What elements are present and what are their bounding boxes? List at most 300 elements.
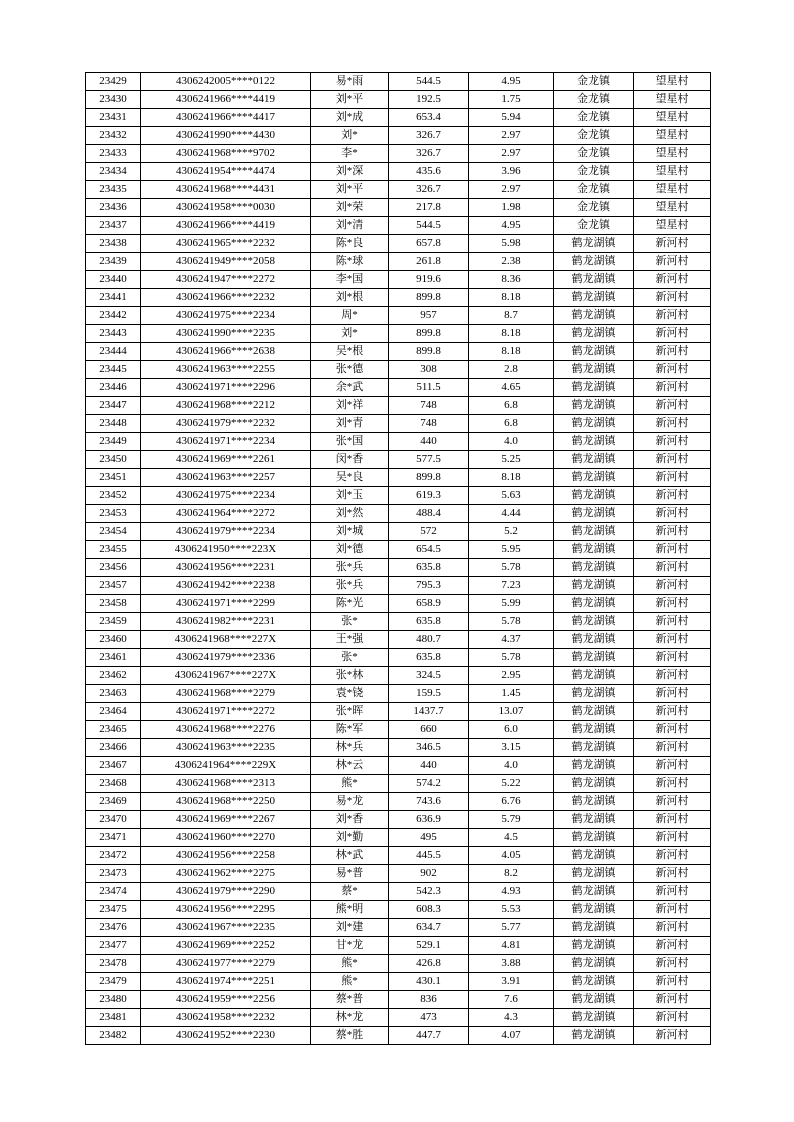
- cell-amount: 577.5: [389, 451, 469, 469]
- cell-name: 吴*良: [311, 469, 389, 487]
- cell-name: 李*国: [311, 271, 389, 289]
- cell-id: 4306241979****2232: [141, 415, 311, 433]
- cell-village: 新河村: [634, 595, 711, 613]
- table-row: [86, 217, 711, 235]
- cell-seq: 23450: [86, 451, 141, 469]
- cell-town: 金龙镇: [554, 217, 634, 235]
- cell-id: 4306241990****4430: [141, 127, 311, 145]
- cell-amount: 636.9: [389, 811, 469, 829]
- cell-id: 4306241979****2234: [141, 523, 311, 541]
- cell-amount: 635.8: [389, 559, 469, 577]
- cell-village: 新河村: [634, 379, 711, 397]
- cell-id: 4306241964****229X: [141, 757, 311, 775]
- cell-town: 鹤龙湖镇: [554, 775, 634, 793]
- data-table: [85, 72, 711, 1045]
- table-row: [86, 235, 711, 253]
- cell-town: 鹤龙湖镇: [554, 721, 634, 739]
- cell-name: 王*强: [311, 631, 389, 649]
- cell-name: 刘*玉: [311, 487, 389, 505]
- cell-town: 鹤龙湖镇: [554, 379, 634, 397]
- cell-seq: 23436: [86, 199, 141, 217]
- cell-town: 鹤龙湖镇: [554, 739, 634, 757]
- cell-id: 4306241949****2058: [141, 253, 311, 271]
- cell-seq: 23473: [86, 865, 141, 883]
- cell-rate: 4.44: [469, 505, 554, 523]
- table-row: [86, 613, 711, 631]
- table-row: [86, 595, 711, 613]
- cell-seq: 23454: [86, 523, 141, 541]
- cell-amount: 488.4: [389, 505, 469, 523]
- cell-town: 鹤龙湖镇: [554, 415, 634, 433]
- cell-seq: 23434: [86, 163, 141, 181]
- cell-rate: 5.98: [469, 235, 554, 253]
- cell-town: 鹤龙湖镇: [554, 937, 634, 955]
- cell-seq: 23469: [86, 793, 141, 811]
- table-row: [86, 289, 711, 307]
- cell-rate: 8.18: [469, 325, 554, 343]
- cell-seq: 23451: [86, 469, 141, 487]
- cell-amount: 1437.7: [389, 703, 469, 721]
- cell-rate: 4.07: [469, 1027, 554, 1045]
- cell-rate: 5.78: [469, 559, 554, 577]
- cell-amount: 440: [389, 757, 469, 775]
- cell-town: 鹤龙湖镇: [554, 1009, 634, 1027]
- cell-amount: 430.1: [389, 973, 469, 991]
- cell-amount: 836: [389, 991, 469, 1009]
- cell-rate: 6.0: [469, 721, 554, 739]
- cell-village: 新河村: [634, 235, 711, 253]
- cell-id: 4306241971****2234: [141, 433, 311, 451]
- cell-seq: 23432: [86, 127, 141, 145]
- table-row: [86, 523, 711, 541]
- table-row: [86, 973, 711, 991]
- cell-seq: 23468: [86, 775, 141, 793]
- cell-town: 鹤龙湖镇: [554, 1027, 634, 1045]
- table-row: [86, 901, 711, 919]
- cell-amount: 899.8: [389, 325, 469, 343]
- cell-town: 鹤龙湖镇: [554, 505, 634, 523]
- cell-id: 4306241971****2299: [141, 595, 311, 613]
- cell-amount: 899.8: [389, 469, 469, 487]
- cell-town: 鹤龙湖镇: [554, 361, 634, 379]
- cell-id: 4306241968****2279: [141, 685, 311, 703]
- cell-amount: 899.8: [389, 289, 469, 307]
- cell-rate: 5.95: [469, 541, 554, 559]
- cell-village: 新河村: [634, 973, 711, 991]
- cell-name: 刘*德: [311, 541, 389, 559]
- cell-amount: 657.8: [389, 235, 469, 253]
- table-row: [86, 379, 711, 397]
- cell-name: 蔡*普: [311, 991, 389, 1009]
- cell-rate: 4.0: [469, 433, 554, 451]
- cell-name: 熊*明: [311, 901, 389, 919]
- cell-town: 鹤龙湖镇: [554, 685, 634, 703]
- cell-village: 新河村: [634, 289, 711, 307]
- cell-village: 望星村: [634, 91, 711, 109]
- cell-id: 4306241950****223X: [141, 541, 311, 559]
- cell-seq: 23431: [86, 109, 141, 127]
- cell-id: 4306241966****2638: [141, 343, 311, 361]
- cell-name: 刘*青: [311, 415, 389, 433]
- table-row: [86, 775, 711, 793]
- table-row: [86, 73, 711, 91]
- cell-seq: 23439: [86, 253, 141, 271]
- cell-amount: 542.3: [389, 883, 469, 901]
- cell-town: 金龙镇: [554, 199, 634, 217]
- cell-village: 新河村: [634, 631, 711, 649]
- table-row: [86, 361, 711, 379]
- cell-seq: 23481: [86, 1009, 141, 1027]
- cell-amount: 326.7: [389, 127, 469, 145]
- table-row: [86, 811, 711, 829]
- cell-rate: 4.95: [469, 73, 554, 91]
- cell-amount: 324.5: [389, 667, 469, 685]
- cell-village: 新河村: [634, 451, 711, 469]
- table-row: [86, 415, 711, 433]
- cell-id: 4306241964****2272: [141, 505, 311, 523]
- cell-name: 刘*然: [311, 505, 389, 523]
- cell-village: 新河村: [634, 847, 711, 865]
- cell-seq: 23480: [86, 991, 141, 1009]
- cell-id: 4306241979****2336: [141, 649, 311, 667]
- cell-village: 新河村: [634, 415, 711, 433]
- cell-name: 余*武: [311, 379, 389, 397]
- table-row: [86, 883, 711, 901]
- cell-id: 4306241967****227X: [141, 667, 311, 685]
- cell-amount: 447.7: [389, 1027, 469, 1045]
- cell-amount: 574.2: [389, 775, 469, 793]
- table-row: [86, 271, 711, 289]
- cell-id: 4306241966****4419: [141, 91, 311, 109]
- cell-id: 4306241975****2234: [141, 487, 311, 505]
- cell-village: 新河村: [634, 541, 711, 559]
- cell-amount: 261.8: [389, 253, 469, 271]
- cell-rate: 4.3: [469, 1009, 554, 1027]
- table-row: [86, 739, 711, 757]
- cell-town: 鹤龙湖镇: [554, 703, 634, 721]
- cell-seq: 23471: [86, 829, 141, 847]
- cell-seq: 23479: [86, 973, 141, 991]
- cell-village: 新河村: [634, 667, 711, 685]
- cell-rate: 5.94: [469, 109, 554, 127]
- cell-name: 张*国: [311, 433, 389, 451]
- cell-village: 新河村: [634, 523, 711, 541]
- cell-rate: 5.53: [469, 901, 554, 919]
- cell-rate: 4.5: [469, 829, 554, 847]
- cell-name: 闵*香: [311, 451, 389, 469]
- table-row: [86, 541, 711, 559]
- cell-town: 鹤龙湖镇: [554, 811, 634, 829]
- cell-village: 新河村: [634, 397, 711, 415]
- cell-village: 新河村: [634, 991, 711, 1009]
- cell-id: 4306241979****2290: [141, 883, 311, 901]
- cell-town: 鹤龙湖镇: [554, 901, 634, 919]
- cell-id: 4306241966****2232: [141, 289, 311, 307]
- table-row: [86, 469, 711, 487]
- cell-village: 新河村: [634, 325, 711, 343]
- cell-town: 鹤龙湖镇: [554, 559, 634, 577]
- cell-amount: 658.9: [389, 595, 469, 613]
- cell-name: 张*德: [311, 361, 389, 379]
- cell-seq: 23470: [86, 811, 141, 829]
- cell-name: 林*云: [311, 757, 389, 775]
- cell-seq: 23460: [86, 631, 141, 649]
- cell-amount: 635.8: [389, 613, 469, 631]
- cell-seq: 23453: [86, 505, 141, 523]
- table-row: [86, 433, 711, 451]
- cell-village: 新河村: [634, 271, 711, 289]
- cell-town: 鹤龙湖镇: [554, 541, 634, 559]
- cell-seq: 23438: [86, 235, 141, 253]
- cell-name: 周*: [311, 307, 389, 325]
- cell-village: 新河村: [634, 793, 711, 811]
- cell-seq: 23466: [86, 739, 141, 757]
- table-row: [86, 559, 711, 577]
- cell-seq: 23457: [86, 577, 141, 595]
- cell-name: 张*: [311, 649, 389, 667]
- cell-seq: 23449: [86, 433, 141, 451]
- table-row: [86, 253, 711, 271]
- cell-name: 蔡*: [311, 883, 389, 901]
- cell-id: 4306241968****9702: [141, 145, 311, 163]
- cell-amount: 619.3: [389, 487, 469, 505]
- cell-name: 张*: [311, 613, 389, 631]
- cell-rate: 3.88: [469, 955, 554, 973]
- cell-village: 新河村: [634, 559, 711, 577]
- cell-id: 4306241954****4474: [141, 163, 311, 181]
- cell-name: 陈*光: [311, 595, 389, 613]
- cell-id: 4306241958****0030: [141, 199, 311, 217]
- cell-amount: 919.6: [389, 271, 469, 289]
- cell-name: 甘*龙: [311, 937, 389, 955]
- cell-name: 刘*根: [311, 289, 389, 307]
- table-row: [86, 325, 711, 343]
- cell-seq: 23476: [86, 919, 141, 937]
- cell-town: 金龙镇: [554, 127, 634, 145]
- table-row: [86, 343, 711, 361]
- cell-name: 刘*建: [311, 919, 389, 937]
- cell-town: 鹤龙湖镇: [554, 595, 634, 613]
- table-row: [86, 1027, 711, 1045]
- cell-id: 4306241968****4431: [141, 181, 311, 199]
- cell-id: 4306241956****2231: [141, 559, 311, 577]
- cell-village: 新河村: [634, 307, 711, 325]
- cell-id: 4306241965****2232: [141, 235, 311, 253]
- table-row: [86, 109, 711, 127]
- cell-rate: 4.37: [469, 631, 554, 649]
- cell-name: 张*林: [311, 667, 389, 685]
- table-row: [86, 919, 711, 937]
- cell-seq: 23456: [86, 559, 141, 577]
- cell-name: 刘*祥: [311, 397, 389, 415]
- cell-rate: 8.18: [469, 343, 554, 361]
- cell-village: 望星村: [634, 199, 711, 217]
- cell-town: 金龙镇: [554, 109, 634, 127]
- cell-name: 熊*: [311, 955, 389, 973]
- cell-town: 鹤龙湖镇: [554, 451, 634, 469]
- cell-village: 新河村: [634, 919, 711, 937]
- cell-village: 新河村: [634, 487, 711, 505]
- cell-name: 林*武: [311, 847, 389, 865]
- cell-seq: 23465: [86, 721, 141, 739]
- cell-rate: 5.77: [469, 919, 554, 937]
- cell-amount: 608.3: [389, 901, 469, 919]
- cell-id: 4306241956****2258: [141, 847, 311, 865]
- cell-town: 鹤龙湖镇: [554, 325, 634, 343]
- cell-rate: 4.0: [469, 757, 554, 775]
- cell-name: 刘*荣: [311, 199, 389, 217]
- cell-village: 新河村: [634, 829, 711, 847]
- cell-rate: 3.96: [469, 163, 554, 181]
- cell-seq: 23472: [86, 847, 141, 865]
- cell-id: 4306241968****2276: [141, 721, 311, 739]
- cell-town: 鹤龙湖镇: [554, 991, 634, 1009]
- cell-rate: 1.98: [469, 199, 554, 217]
- cell-rate: 5.2: [469, 523, 554, 541]
- cell-id: 4306241963****2255: [141, 361, 311, 379]
- cell-rate: 2.95: [469, 667, 554, 685]
- cell-id: 4306241990****2235: [141, 325, 311, 343]
- cell-seq: 23443: [86, 325, 141, 343]
- cell-rate: 1.45: [469, 685, 554, 703]
- cell-id: 4306241942****2238: [141, 577, 311, 595]
- cell-town: 鹤龙湖镇: [554, 271, 634, 289]
- cell-id: 4306241962****2275: [141, 865, 311, 883]
- cell-amount: 308: [389, 361, 469, 379]
- cell-seq: 23463: [86, 685, 141, 703]
- cell-id: 4306241963****2235: [141, 739, 311, 757]
- cell-amount: 192.5: [389, 91, 469, 109]
- cell-rate: 6.76: [469, 793, 554, 811]
- cell-village: 新河村: [634, 1009, 711, 1027]
- table-row: [86, 397, 711, 415]
- cell-id: 4306241969****2261: [141, 451, 311, 469]
- cell-name: 熊*: [311, 973, 389, 991]
- cell-amount: 544.5: [389, 217, 469, 235]
- table-body: [86, 73, 711, 1045]
- cell-village: 新河村: [634, 883, 711, 901]
- cell-village: 新河村: [634, 775, 711, 793]
- table-row: [86, 163, 711, 181]
- cell-rate: 2.38: [469, 253, 554, 271]
- cell-name: 刘*勤: [311, 829, 389, 847]
- cell-id: 4306241963****2257: [141, 469, 311, 487]
- table-row: [86, 91, 711, 109]
- cell-seq: 23458: [86, 595, 141, 613]
- cell-town: 金龙镇: [554, 91, 634, 109]
- cell-amount: 159.5: [389, 685, 469, 703]
- cell-village: 望星村: [634, 145, 711, 163]
- table-row: [86, 955, 711, 973]
- cell-rate: 3.15: [469, 739, 554, 757]
- cell-seq: 23442: [86, 307, 141, 325]
- cell-seq: 23430: [86, 91, 141, 109]
- cell-village: 新河村: [634, 469, 711, 487]
- cell-town: 鹤龙湖镇: [554, 253, 634, 271]
- table-row: [86, 505, 711, 523]
- cell-name: 易*龙: [311, 793, 389, 811]
- cell-id: 4306241966****4419: [141, 217, 311, 235]
- cell-seq: 23462: [86, 667, 141, 685]
- table-row: [86, 847, 711, 865]
- cell-village: 新河村: [634, 253, 711, 271]
- cell-name: 刘*清: [311, 217, 389, 235]
- cell-id: 4306241952****2230: [141, 1027, 311, 1045]
- cell-name: 李*: [311, 145, 389, 163]
- cell-town: 鹤龙湖镇: [554, 649, 634, 667]
- cell-rate: 4.93: [469, 883, 554, 901]
- cell-village: 新河村: [634, 505, 711, 523]
- cell-amount: 495: [389, 829, 469, 847]
- table-row: [86, 829, 711, 847]
- cell-village: 新河村: [634, 577, 711, 595]
- cell-amount: 743.6: [389, 793, 469, 811]
- cell-village: 新河村: [634, 685, 711, 703]
- cell-name: 袁*铙: [311, 685, 389, 703]
- cell-seq: 23455: [86, 541, 141, 559]
- cell-id: 4306241969****2252: [141, 937, 311, 955]
- cell-town: 鹤龙湖镇: [554, 847, 634, 865]
- cell-amount: 217.8: [389, 199, 469, 217]
- cell-rate: 5.99: [469, 595, 554, 613]
- cell-town: 金龙镇: [554, 73, 634, 91]
- cell-name: 蔡*胜: [311, 1027, 389, 1045]
- cell-town: 鹤龙湖镇: [554, 883, 634, 901]
- cell-seq: 23445: [86, 361, 141, 379]
- cell-amount: 445.5: [389, 847, 469, 865]
- table-row: [86, 991, 711, 1009]
- cell-seq: 23441: [86, 289, 141, 307]
- cell-rate: 4.81: [469, 937, 554, 955]
- cell-town: 鹤龙湖镇: [554, 235, 634, 253]
- cell-seq: 23452: [86, 487, 141, 505]
- cell-name: 张*兵: [311, 577, 389, 595]
- cell-amount: 544.5: [389, 73, 469, 91]
- cell-seq: 23446: [86, 379, 141, 397]
- cell-amount: 653.4: [389, 109, 469, 127]
- cell-seq: 23444: [86, 343, 141, 361]
- cell-town: 鹤龙湖镇: [554, 469, 634, 487]
- cell-id: 4306241968****2250: [141, 793, 311, 811]
- cell-name: 刘*香: [311, 811, 389, 829]
- cell-id: 4306241959****2256: [141, 991, 311, 1009]
- table-row: [86, 307, 711, 325]
- cell-village: 望星村: [634, 73, 711, 91]
- cell-name: 刘*平: [311, 91, 389, 109]
- cell-rate: 5.79: [469, 811, 554, 829]
- cell-amount: 957: [389, 307, 469, 325]
- cell-rate: 2.97: [469, 127, 554, 145]
- cell-amount: 902: [389, 865, 469, 883]
- cell-seq: 23482: [86, 1027, 141, 1045]
- cell-amount: 440: [389, 433, 469, 451]
- cell-rate: 5.25: [469, 451, 554, 469]
- cell-town: 鹤龙湖镇: [554, 973, 634, 991]
- cell-name: 林*龙: [311, 1009, 389, 1027]
- cell-id: 4306241971****2272: [141, 703, 311, 721]
- cell-rate: 7.23: [469, 577, 554, 595]
- cell-seq: 23429: [86, 73, 141, 91]
- cell-name: 刘*: [311, 325, 389, 343]
- cell-town: 鹤龙湖镇: [554, 487, 634, 505]
- table-row: [86, 937, 711, 955]
- cell-village: 新河村: [634, 757, 711, 775]
- cell-village: 新河村: [634, 937, 711, 955]
- cell-seq: 23433: [86, 145, 141, 163]
- cell-id: 4306241982****2231: [141, 613, 311, 631]
- cell-rate: 6.8: [469, 415, 554, 433]
- cell-rate: 2.8: [469, 361, 554, 379]
